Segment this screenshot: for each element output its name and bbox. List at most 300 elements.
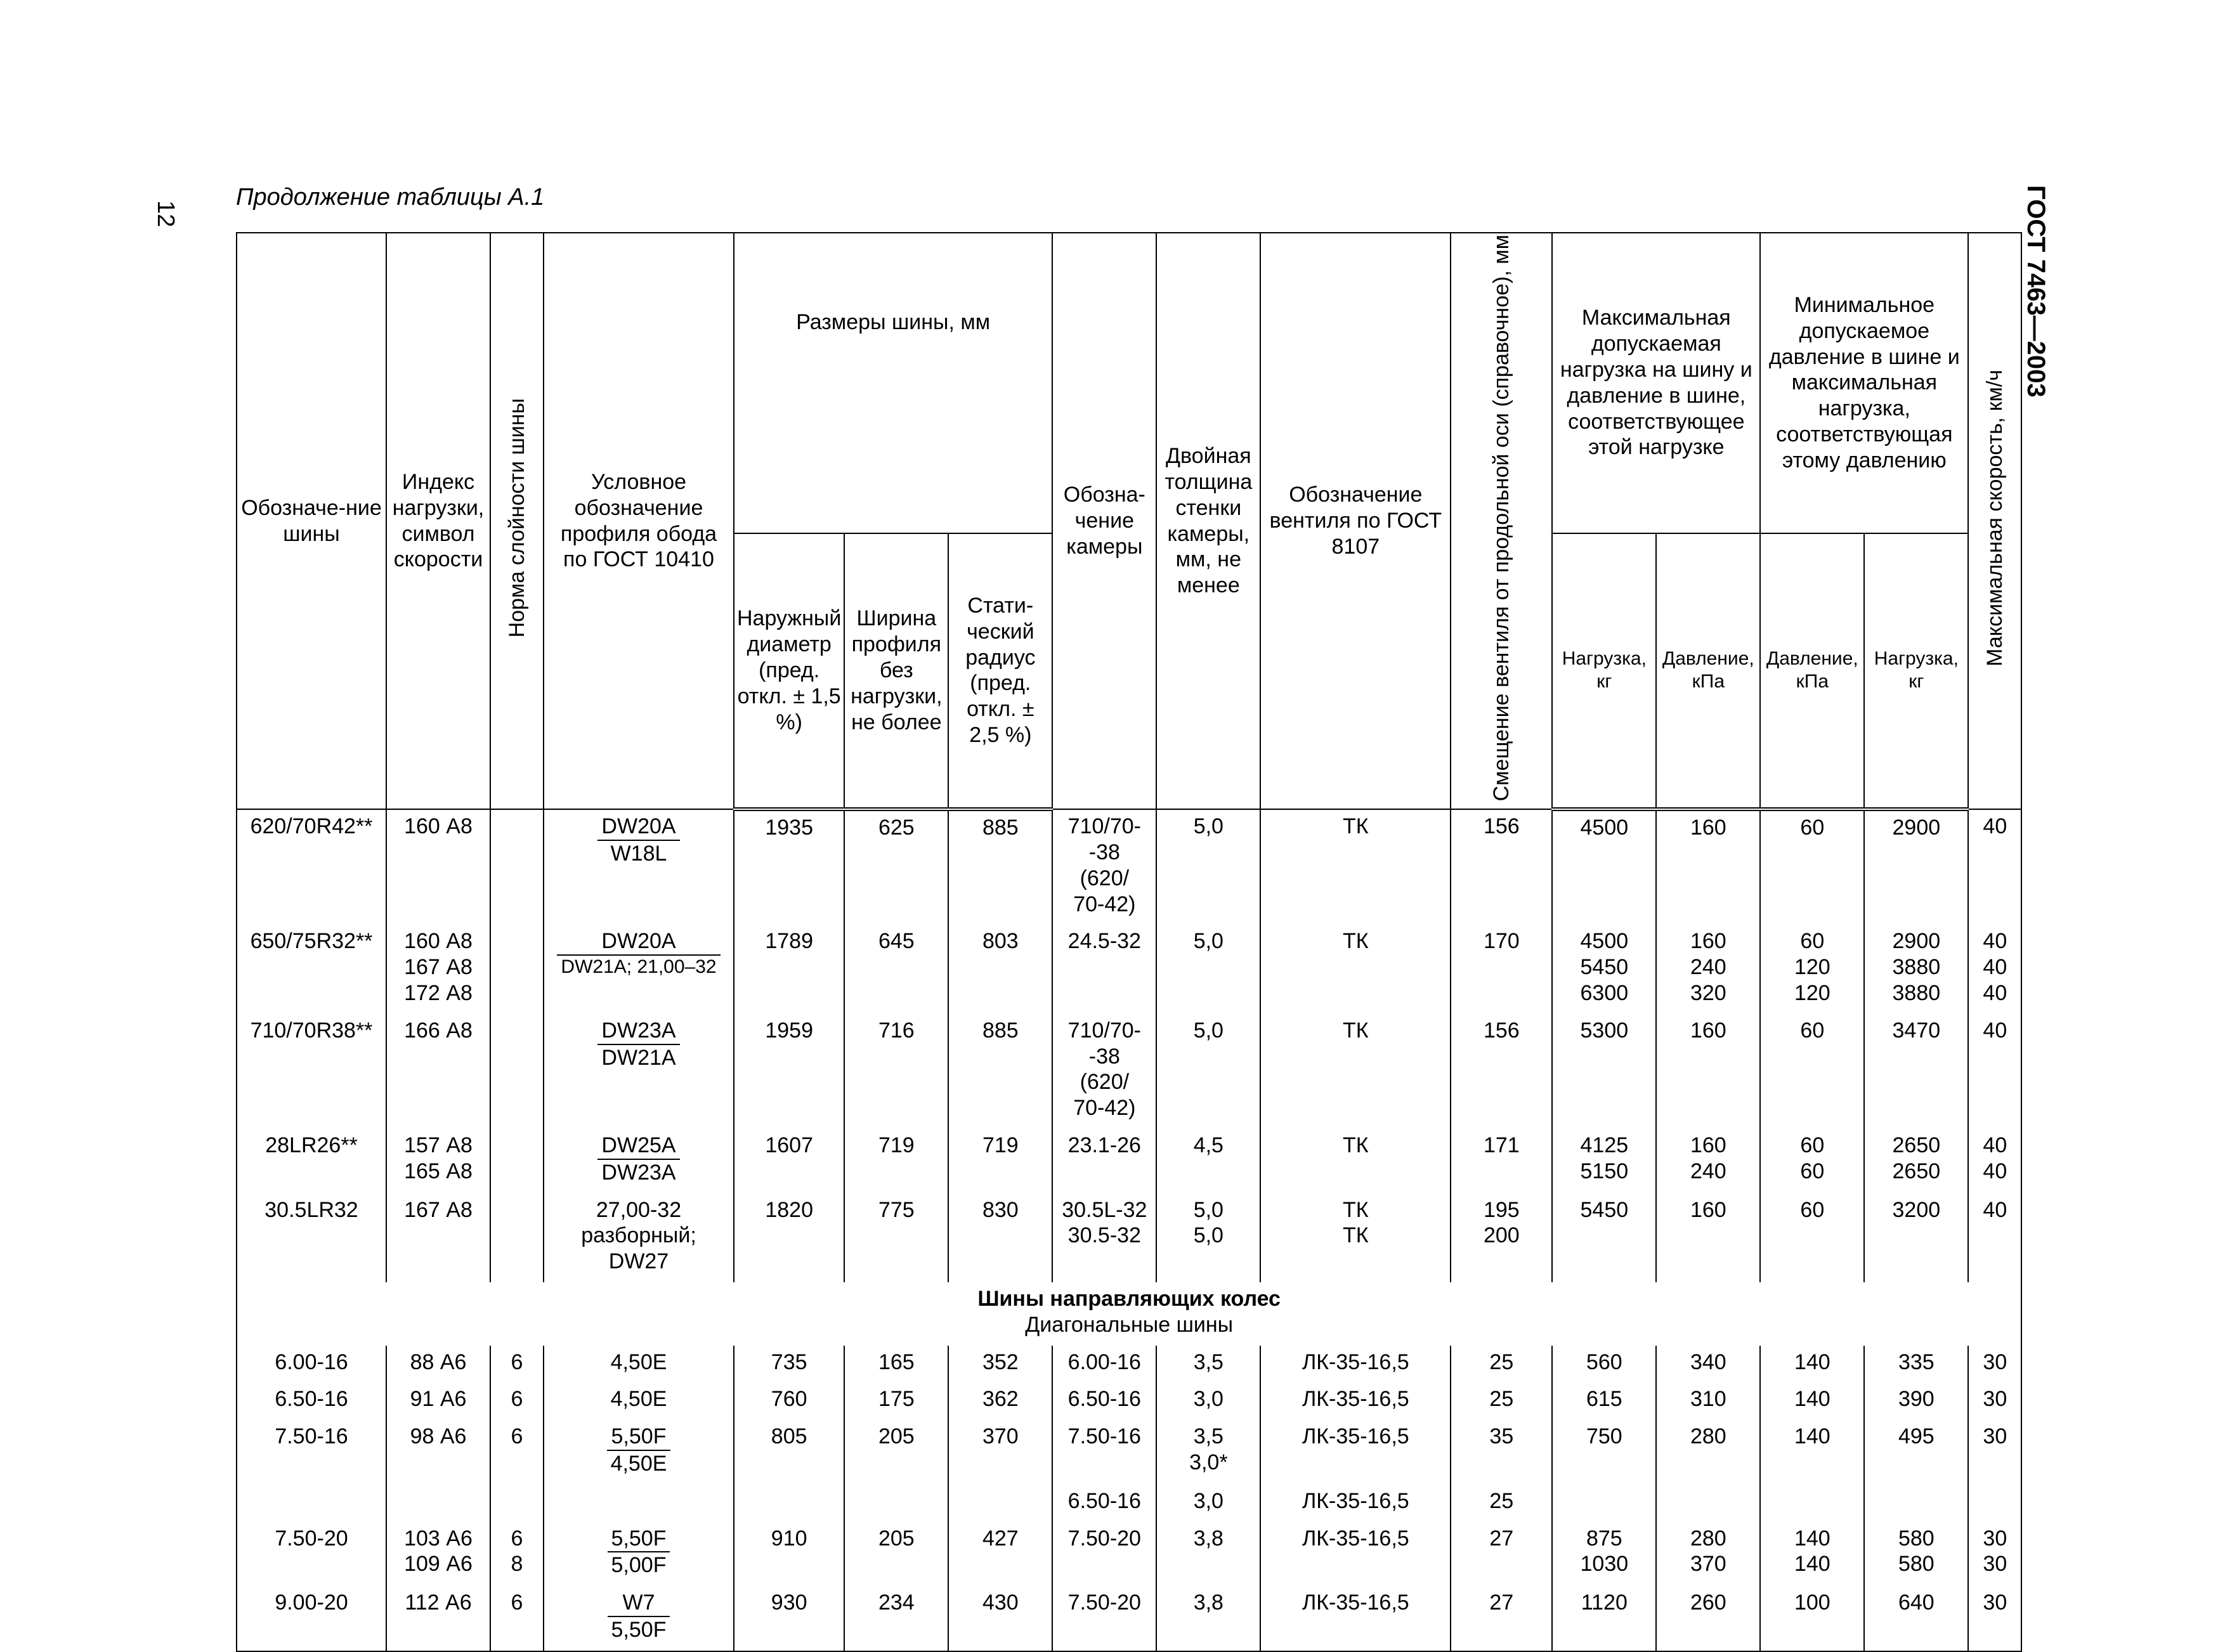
cell-offset: [1451, 1014, 1552, 1129]
cell-max-speed: [1968, 1420, 2021, 1485]
cell-width: [844, 1129, 948, 1193]
cell-rim-profile: [544, 1129, 734, 1193]
cell-tube: [1052, 1420, 1156, 1485]
cell-max-speed: [1968, 1014, 2021, 1129]
cell-text: 5,0: [1193, 929, 1223, 954]
cell-min-pressure-kg: [1864, 1485, 1968, 1522]
cell-static-radius: [948, 1129, 1052, 1193]
cell-text: 234: [878, 1590, 915, 1615]
cell-min-pressure-kpa: [1760, 1346, 1864, 1383]
header-load-kg-2: Нагрузка, кг: [1864, 533, 1968, 810]
cell-text: 27: [1489, 1590, 1514, 1615]
cell-text: 6.50-16: [275, 1387, 348, 1412]
cell-load-index: [386, 1129, 490, 1193]
header-load-kg: Нагрузка, кг: [1552, 533, 1656, 810]
cell-max-load-kg: [1552, 809, 1656, 925]
cell-text: 7.50-16: [1067, 1424, 1141, 1449]
cell-wall: [1156, 1193, 1260, 1282]
rim-denominator: DW21A: [601, 1045, 676, 1070]
cell-min-pressure-kg: [1864, 1129, 1968, 1193]
cell-text: 140: [1794, 1350, 1830, 1374]
cell-max-load-kpa: [1656, 1522, 1760, 1587]
cell-text: ЛК-35-16,5: [1302, 1590, 1409, 1615]
cell-text: 6.50-16: [1067, 1387, 1141, 1412]
cell-text: 40 40: [1983, 1133, 2007, 1183]
cell-static-radius: [948, 1193, 1052, 1282]
header-pressure-kpa-2: Давление, кПа: [1760, 533, 1864, 810]
cell-static-radius: [948, 1382, 1052, 1420]
cell-text: 4,50E: [610, 1387, 667, 1412]
cell-max-load-kpa: [1656, 1346, 1760, 1383]
table-row: [237, 1129, 2021, 1193]
cell-min-pressure-kpa: [1760, 1522, 1864, 1587]
cell-text: ЛК-35-16,5: [1302, 1350, 1409, 1374]
cell-text: ТК: [1343, 929, 1369, 954]
cell-text: 875 1030: [1580, 1526, 1629, 1577]
cell-text: 1789: [765, 929, 813, 954]
cell-text: 205: [878, 1424, 915, 1449]
header-ply-rating: Норма слойности шины: [490, 233, 544, 809]
cell-designation: [237, 1485, 386, 1522]
cell-offset: [1451, 1193, 1552, 1282]
cell-text: 88 А6: [410, 1350, 467, 1374]
page-number: 12: [152, 200, 179, 228]
cell-max-load-kg: [1552, 1346, 1656, 1383]
cell-text: 260: [1690, 1590, 1726, 1615]
table-body: [237, 809, 2021, 1651]
header-designation: Обозначе-ние шины: [237, 233, 386, 809]
cell-text: 160: [1690, 816, 1726, 840]
cell-text: ТК: [1343, 1018, 1369, 1043]
header-max-load: Максимальная допускаемая нагрузка на шину и давление в шине, соответствующее этой нагрузке: [1552, 233, 1760, 533]
cell-designation: [237, 925, 386, 1013]
table-row: [237, 1420, 2021, 1485]
cell-text: ТК: [1343, 814, 1369, 839]
cell-text: 6.50-16: [1067, 1488, 1141, 1513]
cell-text: 750: [1586, 1424, 1622, 1449]
cell-text: 5450: [1580, 1197, 1629, 1222]
cell-text: 716: [878, 1018, 915, 1043]
cell-text: ТК: [1343, 1133, 1369, 1158]
cell-text: 362: [982, 1387, 1019, 1412]
cell-text: 3470: [1892, 1018, 1941, 1043]
cell-offset: [1451, 1346, 1552, 1383]
cell-text: 6: [511, 1424, 523, 1449]
cell-text: 160: [1690, 1197, 1726, 1222]
cell-text: 170: [1483, 929, 1520, 954]
cell-text: 60: [1800, 1018, 1825, 1043]
cell-text: 40: [1983, 1197, 2007, 1222]
cell-min-pressure-kg: [1864, 1522, 1968, 1587]
header-width: Ширина профиля без нагрузки, не более: [844, 533, 948, 810]
section-title: Шины направляющих колес: [977, 1287, 1281, 1311]
cell-text: 7.50-20: [275, 1526, 348, 1551]
cell-offset: [1451, 1420, 1552, 1485]
cell-load-index: [386, 1382, 490, 1420]
cell-text: 280: [1690, 1424, 1726, 1449]
cell-min-pressure-kpa: [1760, 1129, 1864, 1193]
cell-text: 5,0: [1193, 1018, 1223, 1043]
cell-min-pressure-kpa: [1760, 1586, 1864, 1651]
cell-min-pressure-kpa: [1760, 1485, 1864, 1522]
cell-text: 175: [878, 1387, 915, 1412]
cell-text: 30.5L-32 30.5-32: [1062, 1197, 1147, 1248]
cell-max-speed: [1968, 809, 2021, 925]
cell-offset: [1451, 1522, 1552, 1587]
cell-max-load-kpa: [1656, 1193, 1760, 1282]
cell-width: [844, 1193, 948, 1282]
cell-outer-diameter: [734, 1129, 844, 1193]
cell-load-index: [386, 1485, 490, 1522]
rim-fraction: [607, 1424, 671, 1477]
cell-wall: [1156, 1420, 1260, 1485]
cell-load-index: [386, 809, 490, 925]
rim-numerator: DW20A: [557, 928, 720, 956]
cell-text: 6.00-16: [275, 1350, 348, 1374]
rim-numerator: 5,50F: [608, 1526, 670, 1553]
cell-text: 1935: [765, 816, 813, 840]
cell-text: 310: [1690, 1387, 1726, 1412]
cell-text: 195 200: [1483, 1197, 1520, 1248]
cell-text: 719: [982, 1133, 1019, 1158]
header-load-index: Индекс нагрузки, символ скорости: [386, 233, 490, 809]
cell-width: [844, 925, 948, 1013]
cell-text: 495: [1898, 1424, 1935, 1449]
cell-offset: [1451, 1382, 1552, 1420]
cell-text: 7.50-20: [1067, 1590, 1141, 1615]
cell-text: 885: [982, 816, 1019, 840]
cell-rim-profile: [544, 925, 734, 1013]
cell-text: 650/75R32**: [250, 929, 373, 954]
cell-text: 2650 2650: [1892, 1133, 1941, 1183]
cell-text: 3,8: [1193, 1526, 1223, 1551]
cell-designation: [237, 809, 386, 925]
cell-text: 370: [982, 1424, 1019, 1449]
cell-text: 719: [878, 1133, 915, 1158]
cell-text: 560: [1586, 1350, 1622, 1374]
cell-designation: [237, 1193, 386, 1282]
cell-designation: [237, 1586, 386, 1651]
cell-valve: [1260, 1420, 1451, 1485]
cell-wall: [1156, 1522, 1260, 1587]
cell-min-pressure-kg: [1864, 925, 1968, 1013]
cell-valve: [1260, 1193, 1451, 1282]
cell-text: 60: [1800, 816, 1825, 840]
cell-ply-rating: [490, 1193, 544, 1282]
cell-rim-profile: [544, 1420, 734, 1485]
cell-wall: [1156, 1382, 1260, 1420]
cell-tube: [1052, 1129, 1156, 1193]
header-offset: Смещение вентиля от продольной оси (справочное), мм: [1451, 233, 1552, 809]
cell-text: 930: [771, 1590, 807, 1615]
cell-text: 1607: [765, 1133, 813, 1158]
cell-rim-profile: [544, 1485, 734, 1522]
cell-rim-profile: [544, 1382, 734, 1420]
cell-text: 6: [511, 1350, 523, 1374]
cell-ply-rating: [490, 1586, 544, 1651]
rim-numerator: DW20A: [597, 814, 679, 841]
cell-text: 160 А8 167 А8 172 А8: [404, 929, 473, 1006]
cell-designation: [237, 1346, 386, 1383]
cell-designation: [237, 1522, 386, 1587]
rim-numerator: DW23A: [597, 1018, 679, 1045]
cell-text: 30 30: [1983, 1526, 2007, 1577]
cell-text: 1820: [765, 1197, 813, 1222]
cell-ply-rating: [490, 1346, 544, 1383]
cell-wall: [1156, 1346, 1260, 1383]
cell-load-index: [386, 1014, 490, 1129]
cell-ply-rating: [490, 1522, 544, 1587]
cell-offset: [1451, 1129, 1552, 1193]
cell-text: 2900 3880 3880: [1892, 929, 1941, 1006]
cell-static-radius: [948, 809, 1052, 925]
cell-text: 156: [1483, 1018, 1520, 1043]
cell-text: 2900: [1892, 816, 1941, 840]
cell-text: 24.5-32: [1067, 929, 1141, 954]
rim-numerator: 5,50F: [607, 1424, 671, 1451]
cell-offset: [1451, 1586, 1552, 1651]
header-static-radius: Стати-ческий радиус (пред. откл. ± 2,5 %): [948, 533, 1052, 810]
cell-max-speed: [1968, 925, 2021, 1013]
cell-rim-profile: [544, 1522, 734, 1587]
cell-max-load-kpa: [1656, 1014, 1760, 1129]
cell-text: 30: [1983, 1590, 2007, 1615]
header-dimensions: Размеры шины, мм: [734, 233, 1052, 533]
cell-text: 160: [1690, 1018, 1726, 1043]
cell-designation: [237, 1129, 386, 1193]
cell-outer-diameter: [734, 1014, 844, 1129]
cell-text: 40: [1983, 1018, 2007, 1043]
cell-text: 580 580: [1898, 1526, 1935, 1577]
cell-wall: [1156, 1485, 1260, 1522]
cell-outer-diameter: [734, 1522, 844, 1587]
cell-designation: [237, 1014, 386, 1129]
table-row: [237, 1014, 2021, 1129]
cell-valve: [1260, 1485, 1451, 1522]
cell-rim-profile: [544, 1586, 734, 1651]
cell-text: 4,5: [1193, 1133, 1223, 1158]
cell-max-load-kpa: [1656, 1485, 1760, 1522]
cell-text: 140: [1794, 1387, 1830, 1412]
table-row: [237, 809, 2021, 925]
header-pressure-kpa: Давление, кПа: [1656, 533, 1760, 810]
cell-text: 640: [1898, 1590, 1935, 1615]
cell-text: 620/70R42**: [250, 814, 373, 839]
cell-text: 23.1-26: [1067, 1133, 1141, 1158]
cell-text: 100: [1794, 1590, 1830, 1615]
cell-max-load-kg: [1552, 1193, 1656, 1282]
cell-text: 112 А6: [405, 1590, 472, 1615]
cell-max-load-kpa: [1656, 1420, 1760, 1485]
cell-valve: [1260, 925, 1451, 1013]
cell-text: 30: [1983, 1424, 2007, 1449]
cell-static-radius: [948, 1346, 1052, 1383]
cell-text: 103 А6 109 А6: [404, 1526, 473, 1577]
cell-text: 335: [1898, 1350, 1935, 1374]
cell-wall: [1156, 1586, 1260, 1651]
cell-text: 427: [982, 1526, 1019, 1551]
cell-static-radius: [948, 1586, 1052, 1651]
cell-width: [844, 1382, 948, 1420]
cell-text: 160 А8: [404, 814, 473, 839]
cell-min-pressure-kg: [1864, 1193, 1968, 1282]
cell-text: 910: [771, 1526, 807, 1551]
cell-text: 30.5LR32: [264, 1197, 358, 1222]
cell-text: 160 240: [1690, 1133, 1726, 1183]
cell-ply-rating: [490, 1485, 544, 1522]
cell-wall: [1156, 809, 1260, 925]
cell-max-speed: [1968, 1346, 2021, 1383]
cell-text: 60: [1800, 1197, 1825, 1222]
cell-ply-rating: [490, 1014, 544, 1129]
cell-max-speed: [1968, 1382, 2021, 1420]
cell-static-radius: [948, 1014, 1052, 1129]
header-max-speed: Максимальная скорость, км/ч: [1968, 233, 2021, 809]
cell-tube: [1052, 1346, 1156, 1383]
rim-denominator: DW23A: [601, 1160, 676, 1185]
cell-text: 156: [1483, 814, 1520, 839]
rim-denominator: 4,50E: [610, 1451, 667, 1476]
cell-text: 430: [982, 1590, 1019, 1615]
table-row: [237, 1522, 2021, 1587]
header-tube: Обозна-чение камеры: [1052, 233, 1156, 809]
cell-text: 352: [982, 1350, 1019, 1374]
cell-wall: [1156, 1014, 1260, 1129]
cell-text: 30: [1983, 1387, 2007, 1412]
cell-text: ТК ТК: [1343, 1197, 1369, 1248]
cell-outer-diameter: [734, 1586, 844, 1651]
cell-text: 140 140: [1794, 1526, 1830, 1577]
cell-tube: [1052, 1382, 1156, 1420]
cell-tube: [1052, 925, 1156, 1013]
table-row: [237, 1346, 2021, 1383]
cell-outer-diameter: [734, 1382, 844, 1420]
cell-ply-rating: [490, 1129, 544, 1193]
cell-text: 171: [1483, 1133, 1520, 1158]
cell-static-radius: [948, 1485, 1052, 1522]
cell-min-pressure-kpa: [1760, 1193, 1864, 1282]
cell-text: 340: [1690, 1350, 1726, 1374]
cell-width: [844, 1346, 948, 1383]
cell-text: 6: [511, 1590, 523, 1615]
cell-rim-profile: [544, 1193, 734, 1282]
cell-text: 28LR26**: [265, 1133, 358, 1158]
cell-text: 280 370: [1690, 1526, 1726, 1577]
cell-text: 40: [1983, 814, 2007, 839]
cell-max-speed: [1968, 1586, 2021, 1651]
cell-tube: [1052, 1522, 1156, 1587]
cell-rim-profile: [544, 1014, 734, 1129]
cell-text: 3,0: [1193, 1488, 1223, 1513]
cell-text: 805: [771, 1424, 807, 1449]
cell-text: 27: [1489, 1526, 1514, 1551]
cell-outer-diameter: [734, 1346, 844, 1383]
cell-valve: [1260, 1346, 1451, 1383]
cell-min-pressure-kpa: [1760, 1420, 1864, 1485]
cell-max-load-kpa: [1656, 1586, 1760, 1651]
cell-text: ЛК-35-16,5: [1302, 1526, 1409, 1551]
cell-outer-diameter: [734, 1193, 844, 1282]
cell-min-pressure-kg: [1864, 1586, 1968, 1651]
cell-outer-diameter: [734, 925, 844, 1013]
cell-text: 25: [1489, 1488, 1514, 1513]
cell-min-pressure-kpa: [1760, 1382, 1864, 1420]
header-rim-profile: Условное обозначение профиля обода по ГОСТ 10410: [544, 233, 734, 809]
rim-denominator: DW21A; 21,00–32: [561, 956, 717, 978]
cell-static-radius: [948, 1522, 1052, 1587]
cell-valve: [1260, 1129, 1451, 1193]
cell-text: 3,8: [1193, 1590, 1223, 1615]
cell-text: 803: [982, 929, 1019, 954]
cell-ply-rating: [490, 1382, 544, 1420]
rim-fraction: [597, 1018, 679, 1071]
cell-outer-diameter: [734, 809, 844, 925]
cell-max-load-kg: [1552, 1586, 1656, 1651]
cell-max-load-kg: [1552, 1382, 1656, 1420]
cell-text: 27,00-32 разборный; DW27: [581, 1197, 696, 1274]
cell-rim-profile: [544, 1346, 734, 1383]
table-caption: Продолжение таблицы А.1: [236, 184, 545, 211]
rim-fraction: [608, 1526, 670, 1579]
cell-text: 3,5 3,0*: [1189, 1424, 1228, 1474]
rim-numerator: DW25A: [597, 1133, 679, 1160]
header-valve: Обозначение вентиля по ГОСТ 8107: [1260, 233, 1451, 809]
cell-text: 157 А8 165 А8: [404, 1133, 473, 1183]
cell-max-load-kpa: [1656, 1129, 1760, 1193]
tire-spec-table: [236, 232, 2022, 1652]
cell-text: 4500: [1580, 816, 1629, 840]
cell-max-load-kg: [1552, 925, 1656, 1013]
cell-ply-rating: [490, 1420, 544, 1485]
cell-max-speed: [1968, 1129, 2021, 1193]
cell-min-pressure-kg: [1864, 1382, 1968, 1420]
table-row: [237, 1485, 2021, 1522]
cell-width: [844, 1014, 948, 1129]
cell-wall: [1156, 1129, 1260, 1193]
cell-text: 6 8: [511, 1526, 523, 1577]
cell-load-index: [386, 1420, 490, 1485]
cell-width: [844, 1522, 948, 1587]
header-wall: Двойная толщина стенки камеры, мм, не менее: [1156, 233, 1260, 809]
cell-max-load-kg: [1552, 1014, 1656, 1129]
cell-text: 60 60: [1800, 1133, 1825, 1183]
cell-max-load-kpa: [1656, 809, 1760, 925]
cell-text: 205: [878, 1526, 915, 1551]
cell-text: 160 240 320: [1690, 929, 1726, 1006]
cell-max-load-kg: [1552, 1129, 1656, 1193]
section-subtitle: Диагональные шины: [1025, 1312, 1234, 1337]
cell-tube: [1052, 809, 1156, 925]
cell-tube: [1052, 1193, 1156, 1282]
cell-min-pressure-kg: [1864, 1420, 1968, 1485]
cell-valve: [1260, 1014, 1451, 1129]
cell-max-load-kg: [1552, 1420, 1656, 1485]
cell-ply-rating: [490, 925, 544, 1013]
cell-width: [844, 809, 948, 925]
cell-text: 4125 5150: [1580, 1133, 1629, 1183]
table-row: [237, 925, 2021, 1013]
cell-width: [844, 1420, 948, 1485]
cell-outer-diameter: [734, 1420, 844, 1485]
cell-valve: [1260, 1586, 1451, 1651]
table-row: [237, 1382, 2021, 1420]
section-row: [237, 1282, 2021, 1346]
cell-max-load-kpa: [1656, 1382, 1760, 1420]
cell-max-load-kg: [1552, 1485, 1656, 1522]
cell-min-pressure-kpa: [1760, 1014, 1864, 1129]
cell-text: 6: [511, 1387, 523, 1412]
standard-title: ГОСТ 7463—2003: [2022, 185, 2050, 398]
